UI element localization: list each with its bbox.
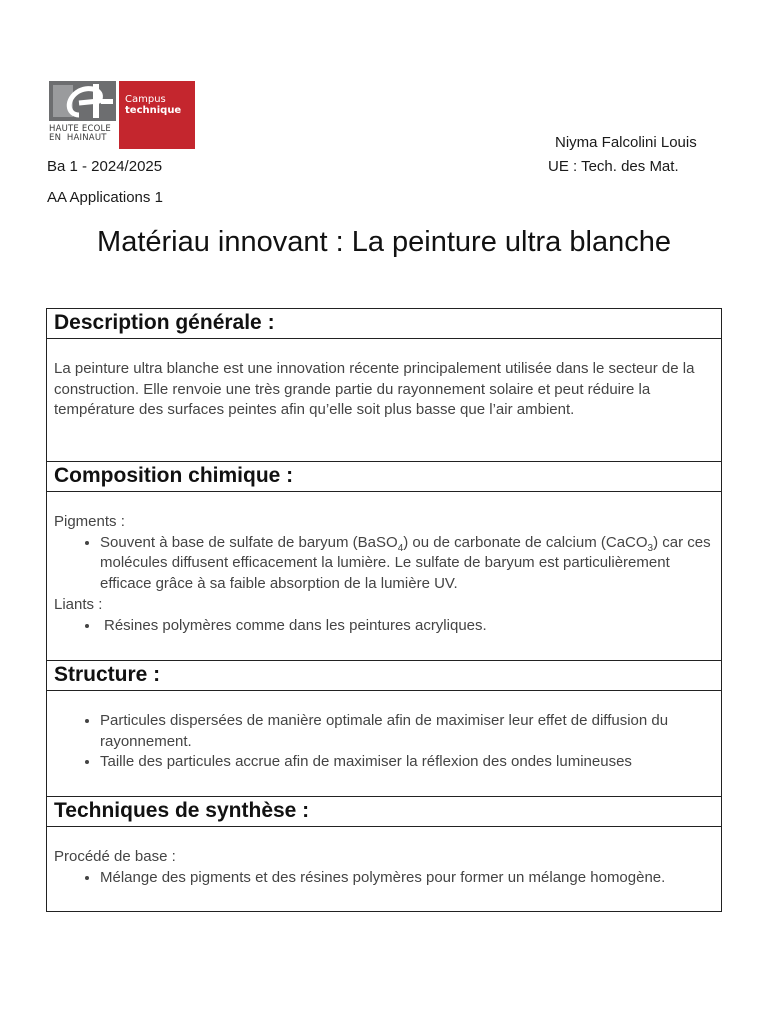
teaching-unit: UE : Tech. des Mat. (548, 158, 679, 175)
document-title: Matériau innovant : La peinture ultra blanche (97, 226, 671, 258)
school-name-line1: HAUTE ECOLE (49, 124, 111, 134)
description-heading: Description générale : (47, 309, 721, 339)
structure-heading: Structure : (47, 661, 721, 691)
list-item: • Taille des particules accrue afin de maximiser la réflexion des ondes lumineuses (100, 752, 713, 773)
synthesis-body (47, 827, 721, 911)
heh-logo-icon (49, 81, 116, 121)
structure-list (54, 711, 713, 773)
school-name (49, 125, 119, 143)
list-item: • Résines polymères comme dans les peintures acryliques. (100, 616, 713, 637)
synthesis-label: Procédé de base : (54, 848, 176, 865)
list-item: • Mélange des pigments et des résines polymères pour former un mélange homogène. (100, 868, 713, 889)
synthesis-list (54, 868, 713, 889)
school-name-line2: EN HAINAUT (49, 133, 107, 143)
course-name: AA Applications 1 (47, 189, 163, 206)
school-logo (49, 81, 195, 149)
liants-label: Liants : (54, 595, 103, 613)
description-body (47, 339, 721, 462)
composition-body (47, 492, 721, 661)
composition-heading: Composition chimique : (47, 462, 721, 492)
synthesis-heading: Techniques de synthèse : (47, 797, 721, 827)
academic-year: Ba 1 - 2024/2025 (47, 158, 163, 175)
description-text: La peinture ultra blanche est une innovation récente principalement utilisée dans le secteur de la construction. Elle renvoie une très grande partie du rayonnement solaire et peut réduire la température des surfaces peintes afin qu’elle soit plus basse que l’air ambient. (54, 360, 695, 419)
structure-body (47, 691, 721, 797)
content-table (46, 308, 722, 912)
campus-badge (119, 81, 195, 149)
list-item: • Particules dispersées de manière optimale afin de maximiser leur effet de diffusion du rayonnement. (100, 711, 713, 752)
list-item: • Souvent à base de sulfate de baryum (BaSO$_4$) ou de carbonate de calcium (CaCO$_3$) car ces molécules diffusent efficacement la lumière. Le sulfate de baryum est particulièrement efficace grâce à sa faible absorption de la lumière UV. (100, 533, 713, 595)
pigments-label: Pigments : (54, 513, 125, 530)
pigments-list (54, 533, 713, 595)
author-name: Niyma Falcolini Louis (555, 134, 697, 151)
campus-label: Campus (125, 94, 166, 105)
campus-technique-label: technique (125, 105, 182, 116)
liants-list (54, 616, 713, 637)
